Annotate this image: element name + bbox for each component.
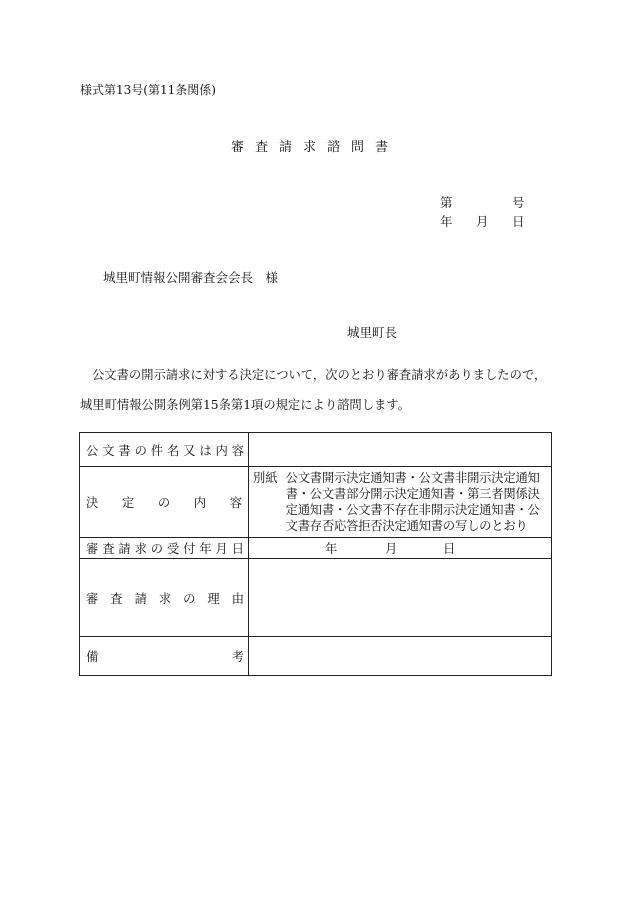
label-char: 定 <box>121 496 135 510</box>
label-char: 書 <box>118 443 131 458</box>
label-char: 請 <box>118 542 131 556</box>
form-number: 様式第13号(第11条関係) <box>80 83 216 97</box>
label-char: の <box>157 496 171 510</box>
number-suffix: 号 <box>512 195 525 210</box>
label-char: 容 <box>229 496 242 510</box>
label-reason <box>80 559 249 637</box>
label-char: 備 <box>86 650 99 664</box>
sender: 城里町長 <box>347 325 398 340</box>
label-char: 月 <box>215 542 228 556</box>
label-decision <box>80 467 249 538</box>
label-char: 付 <box>183 542 196 556</box>
label-char: 求 <box>134 542 147 556</box>
label-remarks <box>80 637 249 676</box>
table-row-document-name <box>80 433 552 467</box>
label-char: 査 <box>110 591 123 606</box>
label-char: 文 <box>102 443 115 458</box>
table-row-reason <box>80 559 552 637</box>
label-char: 査 <box>102 542 115 556</box>
label-char: 考 <box>231 650 244 664</box>
label-char: 日 <box>231 542 244 556</box>
inquiry-table <box>79 432 552 676</box>
label-document-name <box>80 433 249 467</box>
date-month: 月 <box>476 214 489 229</box>
value-receipt-date[interactable] <box>249 538 552 559</box>
label-char: 又 <box>183 443 196 458</box>
value-document-name[interactable] <box>249 433 552 467</box>
label-char: 内 <box>215 443 228 458</box>
label-char: 審 <box>86 591 99 606</box>
label-char: 由 <box>231 591 244 606</box>
body-text: 公文書の開示請求に対する決定について，次のとおり審査請求がありましたので，城里町情報公開条例第15条第1項の規定により諮問します。 <box>80 368 547 412</box>
receipt-day: 日 <box>443 542 456 556</box>
label-char: 名 <box>166 443 180 458</box>
addressee: 城里町情報公開審査会会長 様 <box>103 270 279 285</box>
label-char: 件 <box>150 443 164 458</box>
label-char: 年 <box>199 542 212 556</box>
label-char: 請 <box>134 591 147 606</box>
label-char: 内 <box>193 496 207 510</box>
label-char: 決 <box>86 496 99 510</box>
label-char: の <box>183 591 196 606</box>
label-char: 容 <box>231 443 244 458</box>
value-decision[interactable] <box>249 467 552 538</box>
label-char: は <box>199 443 212 458</box>
value-remarks[interactable] <box>249 637 552 676</box>
label-char: 審 <box>86 542 99 556</box>
label-char: の <box>150 542 164 556</box>
table-row-decision <box>80 467 552 538</box>
date-day: 日 <box>512 214 525 229</box>
receipt-month: 月 <box>385 542 398 556</box>
decision-prefix: 別紙 <box>253 471 278 485</box>
label-char: 公 <box>86 443 99 458</box>
table-row-receipt-date <box>80 538 552 559</box>
receipt-year: 年 <box>325 542 338 556</box>
table-row-remarks <box>80 637 552 676</box>
label-char: の <box>134 443 147 458</box>
label-receipt-date <box>80 538 249 559</box>
document-title: 審査請求諮問書 <box>230 140 399 155</box>
label-char: 受 <box>166 542 180 556</box>
label-char: 理 <box>207 591 220 606</box>
value-reason[interactable] <box>249 559 552 637</box>
number-prefix: 第 <box>440 195 453 210</box>
decision-text: 公文書開示決定通知書・公文書非開示決定通知書・公文書部分開示決定通知書・第三者関係決定通知書・公文書不存在非開示決定通知書・公文書存否応答拒否決定通知書の写しのとおり <box>285 471 540 533</box>
label-char: 求 <box>158 591 172 606</box>
date-year: 年 <box>440 214 453 229</box>
